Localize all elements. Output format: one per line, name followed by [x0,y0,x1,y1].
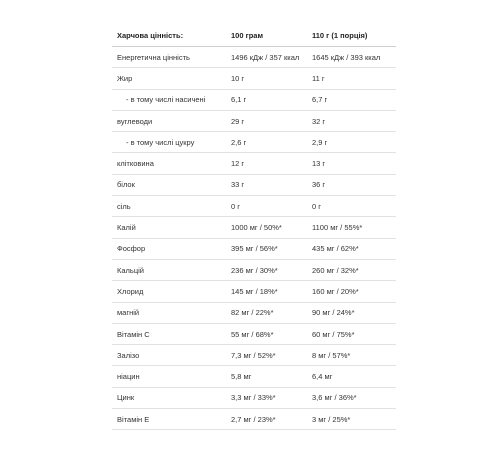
nutrient-name: Вітамін С [112,323,226,344]
nutrient-name: ніацин [112,366,226,387]
header-per-serving: 110 г (1 порція) [307,25,396,47]
table-row [112,323,396,344]
value-per-serving: 90 мг / 24%* [307,302,396,323]
table-row [112,366,396,387]
nutrient-name: - в тому числі цукру [112,132,226,153]
nutrient-name: білок [112,174,226,195]
nutrient-name: магній [112,302,226,323]
table-row [112,345,396,366]
value-per-serving: 8 мг / 57%* [307,345,396,366]
value-per-serving: 32 г [307,110,396,131]
nutrient-name: Енергетична цінність [112,47,226,68]
value-per-100g: 145 мг / 18%* [226,281,307,302]
value-per-100g: 82 мг / 22%* [226,302,307,323]
value-per-serving: 435 мг / 62%* [307,238,396,259]
value-per-serving: 2,9 г [307,132,396,153]
table-row [112,47,396,68]
value-per-100g: 2,7 мг / 23%* [226,409,307,430]
nutrition-table [112,25,396,430]
value-per-100g: 0 г [226,196,307,217]
value-per-serving: 1645 кДж / 393 ккал [307,47,396,68]
value-per-serving: 36 г [307,174,396,195]
table-row [112,217,396,238]
table-header-row [112,25,396,47]
value-per-serving: 3,6 мг / 36%* [307,387,396,408]
value-per-serving: 260 мг / 32%* [307,259,396,280]
value-per-100g: 33 г [226,174,307,195]
value-per-100g: 7,3 мг / 52%* [226,345,307,366]
value-per-serving: 11 г [307,68,396,89]
nutrient-name: Фосфор [112,238,226,259]
table-row [112,259,396,280]
value-per-100g: 3,3 мг / 33%* [226,387,307,408]
value-per-100g: 1496 кДж / 357 ккал [226,47,307,68]
value-per-serving: 3 мг / 25%* [307,409,396,430]
table-row [112,110,396,131]
table-row [112,409,396,430]
nutrient-name: Цинк [112,387,226,408]
nutrient-name: Жир [112,68,226,89]
value-per-serving: 13 г [307,153,396,174]
value-per-100g: 2,6 г [226,132,307,153]
nutrient-name: Калій [112,217,226,238]
table-row [112,174,396,195]
nutrient-name: Вітамін Е [112,409,226,430]
nutrient-name: Кальцій [112,259,226,280]
value-per-serving: 6,4 мг [307,366,396,387]
nutrient-name: Хлорид [112,281,226,302]
nutrient-name: Залізо [112,345,226,366]
header-per-100g: 100 грам [226,25,307,47]
nutrient-name: клітковина [112,153,226,174]
value-per-100g: 29 г [226,110,307,131]
table-row [112,238,396,259]
nutrition-table-container [112,25,396,430]
value-per-serving: 0 г [307,196,396,217]
value-per-100g: 6,1 г [226,89,307,110]
value-per-serving: 6,7 г [307,89,396,110]
value-per-serving: 60 мг / 75%* [307,323,396,344]
value-per-100g: 1000 мг / 50%* [226,217,307,238]
value-per-100g: 12 г [226,153,307,174]
table-row [112,132,396,153]
nutrient-name: вуглеводи [112,110,226,131]
value-per-100g: 5,8 мг [226,366,307,387]
table-row [112,387,396,408]
header-nutrition: Харчова цінність: [112,25,226,47]
value-per-100g: 55 мг / 68%* [226,323,307,344]
table-row [112,68,396,89]
nutrient-name: - в тому числі насичені [112,89,226,110]
table-row [112,89,396,110]
table-row [112,281,396,302]
value-per-serving: 160 мг / 20%* [307,281,396,302]
value-per-100g: 10 г [226,68,307,89]
value-per-serving: 1100 мг / 55%* [307,217,396,238]
value-per-100g: 236 мг / 30%* [226,259,307,280]
table-row [112,196,396,217]
table-row [112,302,396,323]
nutrient-name: сіль [112,196,226,217]
table-row [112,153,396,174]
value-per-100g: 395 мг / 56%* [226,238,307,259]
